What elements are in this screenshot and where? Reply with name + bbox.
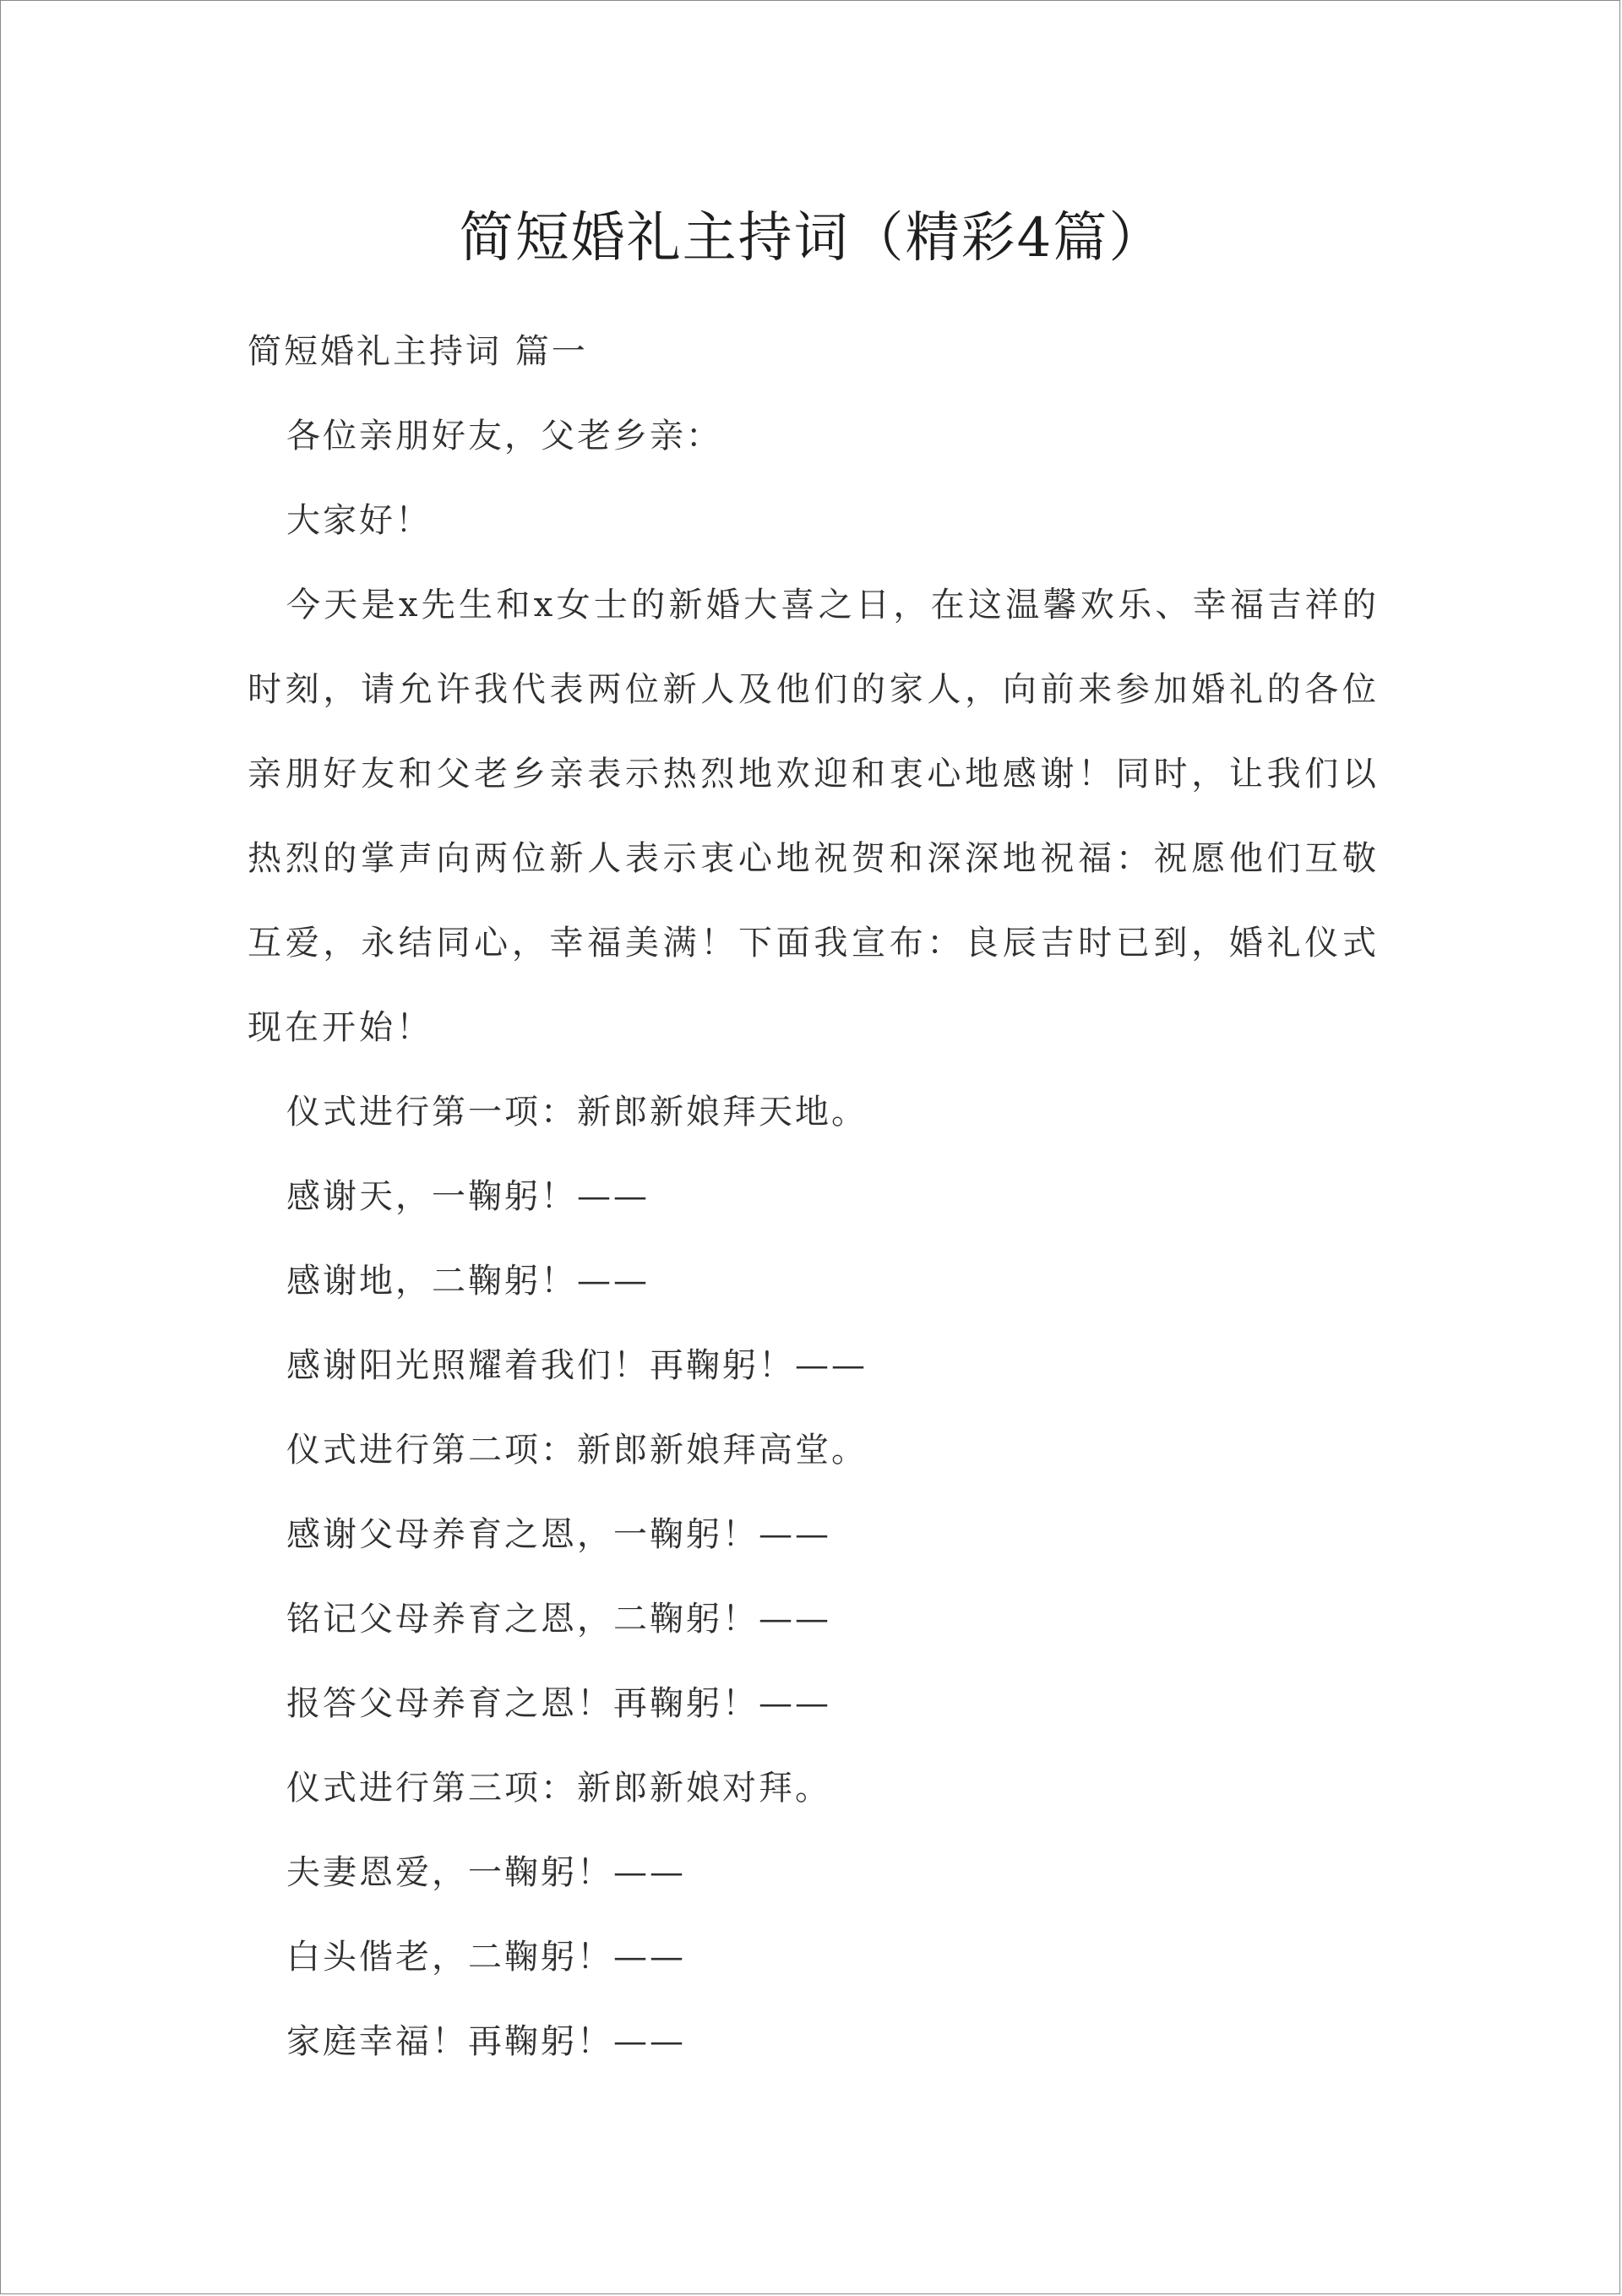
- ceremony-line: 铭记父母养育之恩，二鞠躬！——: [286, 1600, 831, 1639]
- ceremony-line: 夫妻恩爱，一鞠躬！——: [286, 1853, 686, 1892]
- ceremony-line: 感谢父母养育之恩，一鞠躬！——: [286, 1515, 831, 1554]
- ceremony-line: 仪式进行第一项：新郎新娘拜天地。: [286, 1093, 868, 1132]
- ceremony-line: 报答父母养育之恩！再鞠躬！——: [286, 1684, 831, 1723]
- ceremony-line: 感谢地，二鞠躬！——: [286, 1262, 650, 1301]
- ceremony-line: 仪式进行第二项：新郎新娘拜高堂。: [286, 1431, 868, 1470]
- hello-line: 大家好！: [286, 501, 432, 540]
- ceremony-line: 白头偕老，二鞠躬！——: [286, 1938, 686, 1977]
- opening-paragraph: 今天是x先生和x女士的新婚大喜之日，在这温馨欢乐、幸福吉祥的时刻，请允许我代表两位新人及他们的家人，向前来参加婚礼的各位亲朋好友和父老乡亲表示热烈地欢迎和衷心地感谢！同时，让我们以热烈的掌声向两位新人表示衷心地祝贺和深深地祝福：祝愿他们互敬互爱，永结同心，幸福美满！下面我宣布：良辰吉时已到，婚礼仪式现在开始！: [248, 586, 1380, 1047]
- ceremony-line: 感谢天，一鞠躬！——: [286, 1177, 650, 1216]
- ceremony-line: 家庭幸福！再鞠躬！——: [286, 2022, 686, 2061]
- section-heading: 简短婚礼主持词 篇一: [248, 332, 588, 371]
- document-body: [248, 309, 1380, 2084]
- document-title: 简短婚礼主持词（精彩4篇）: [459, 207, 1165, 270]
- ceremony-line: 仪式进行第三项：新郎新娘对拜。: [286, 1769, 831, 1808]
- greeting-line: 各位亲朋好友，父老乡亲：: [286, 417, 722, 455]
- ceremony-line: 感谢阳光照耀着我们！再鞠躬！——: [286, 1346, 868, 1385]
